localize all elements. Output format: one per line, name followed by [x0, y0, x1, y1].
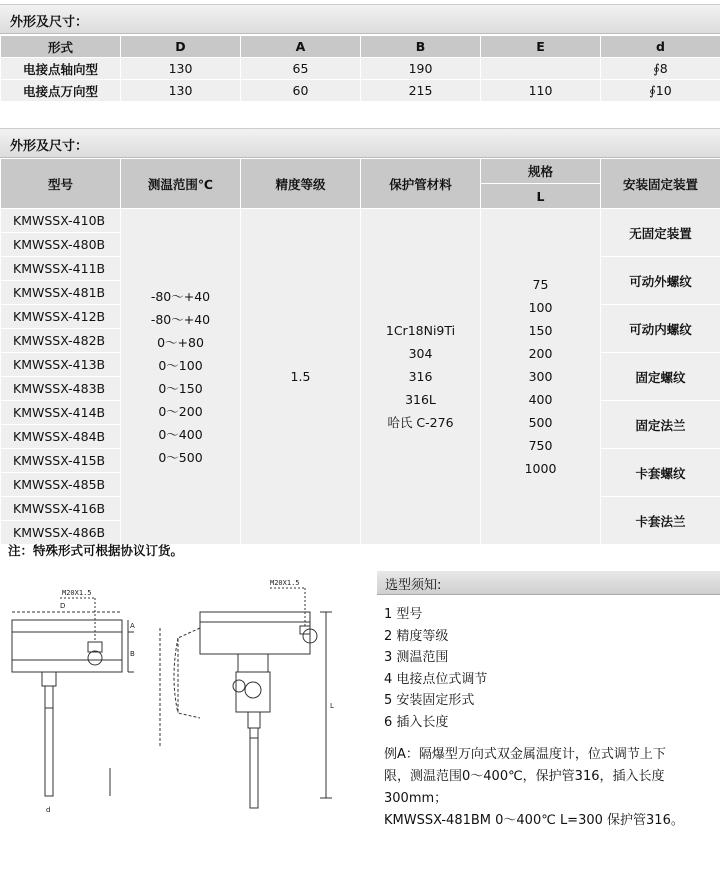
material-value: 1Cr18Ni9Ti — [385, 323, 456, 338]
universal-joint-upper — [238, 654, 268, 672]
table-cell — [481, 58, 601, 80]
dim-label-b: B — [130, 650, 135, 658]
model-cell: KMWSSX-411B — [1, 257, 121, 281]
header-cell: d — [601, 36, 720, 58]
table-row — [1, 58, 720, 80]
header-mount: 安装固定装置 — [601, 159, 720, 209]
length-value: 150 — [528, 323, 553, 338]
model-cell: KMWSSX-484B — [1, 425, 121, 449]
mount-cell: 卡套螺纹 — [601, 449, 720, 497]
section-header-dimensions-1 — [0, 4, 720, 34]
table-row — [1, 209, 720, 233]
model-cell: KMWSSX-480B — [1, 233, 121, 257]
guide-item: 1 型号 — [384, 607, 423, 622]
example-line: 300mm； — [384, 791, 448, 806]
range-value: 0～200 — [158, 403, 203, 419]
range-cell — [121, 209, 241, 545]
length-cell — [481, 209, 601, 545]
mount-cell: 无固定装置 — [601, 209, 720, 257]
range-value: -80～+40 — [150, 288, 211, 304]
material-value: 316L — [405, 392, 436, 407]
range-value: 0～150 — [158, 380, 203, 396]
section-header-dimensions-2 — [0, 128, 720, 158]
range-value: 0～500 — [158, 449, 203, 465]
table-cell: 电接点轴向型 — [1, 58, 121, 80]
table-cell: 130 — [121, 80, 241, 102]
range-value: 0～100 — [158, 357, 203, 373]
dim-label-l: L — [330, 702, 334, 710]
table-cell: 60 — [241, 80, 361, 102]
model-cell: KMWSSX-482B — [1, 329, 121, 353]
mount-cell: 固定螺纹 — [601, 353, 720, 401]
range-value: 0～400 — [158, 426, 203, 442]
model-cell: KMWSSX-412B — [1, 305, 121, 329]
header-cell: 形式 — [1, 36, 121, 58]
mount-cell: 固定法兰 — [601, 401, 720, 449]
table-cell: 190 — [361, 58, 481, 80]
thread-label-left: M20X1.5 — [62, 589, 92, 597]
example-line: 限，测温范围0～400℃，保护管316，插入长度 — [384, 769, 665, 784]
length-value: 300 — [528, 369, 553, 384]
dim-label-d: D — [60, 602, 66, 610]
header-spec: 规格 — [481, 159, 601, 184]
axial-gauge-connector — [88, 651, 102, 665]
header-cell: A — [241, 36, 361, 58]
dimension-drawing — [0, 568, 366, 868]
model-cell: KMWSSX-414B — [1, 401, 121, 425]
model-cell: KMWSSX-415B — [1, 449, 121, 473]
length-value: 75 — [532, 277, 549, 292]
length-value: 400 — [528, 392, 553, 407]
range-value: 0～+80 — [157, 334, 204, 350]
model-spec-table — [0, 158, 720, 545]
dimension-drawing-svg — [0, 568, 366, 868]
guide-item: 4 电接点位式调节 — [384, 671, 488, 687]
length-value: 1000 — [524, 461, 557, 476]
header-cell: B — [361, 36, 481, 58]
guide-item: 6 插入长度 — [384, 714, 449, 730]
selection-guide-list — [384, 604, 487, 733]
model-cell: KMWSSX-410B — [1, 209, 121, 233]
model-cell: KMWSSX-413B — [1, 353, 121, 377]
model-cell: KMWSSX-486B — [1, 521, 121, 545]
selection-example — [384, 744, 717, 832]
section-title: 外形及尺寸： — [10, 15, 89, 30]
table-cell: 电接点万向型 — [1, 80, 121, 102]
length-value: 200 — [528, 346, 553, 361]
table-cell: 130 — [121, 58, 241, 80]
section-title: 外形及尺寸： — [10, 139, 89, 154]
mount-cell: 可动外螺纹 — [601, 257, 720, 305]
table-cell: ∮10 — [601, 80, 720, 102]
header-range: 测温范围℃ — [121, 159, 241, 209]
guide-item: 2 精度等级 — [384, 628, 449, 644]
order-note: 注：特殊形式可根据协议订货。 — [8, 543, 184, 558]
thread-label-right: M20X1.5 — [270, 579, 300, 587]
guide-item: 5 安装固定形式 — [384, 693, 475, 708]
guide-item: 3 测温范围 — [384, 650, 449, 665]
model-cell: KMWSSX-481B — [1, 281, 121, 305]
table-header-row — [1, 36, 720, 58]
selection-guide-header — [377, 571, 720, 595]
length-value: 100 — [528, 300, 553, 315]
table-row — [1, 80, 720, 102]
material-value: 哈氏 C-276 — [387, 415, 454, 430]
length-value: 500 — [528, 415, 553, 430]
axial-probe-stem — [45, 686, 53, 796]
example-line: KMWSSX-481BM 0～400℃ L=300 保护管316。 — [384, 813, 684, 828]
model-cell: KMWSSX-485B — [1, 473, 121, 497]
range-value: -80～+40 — [150, 311, 211, 327]
model-cell: KMWSSX-483B — [1, 377, 121, 401]
accuracy-cell: 1.5 — [241, 209, 361, 545]
table-header-row — [1, 159, 720, 184]
table-cell: 110 — [481, 80, 601, 102]
header-material: 保护管材料 — [361, 159, 481, 209]
dim-label-a: A — [130, 622, 135, 630]
header-cell: D — [121, 36, 241, 58]
material-value: 316 — [408, 369, 433, 384]
material-cell — [361, 209, 481, 545]
mount-cell: 卡套法兰 — [601, 497, 720, 545]
axial-gauge-case — [12, 620, 122, 672]
example-line: 例A：隔爆型万向式双金属温度计，位式调节上下 — [384, 747, 666, 762]
table-cell: ∮8 — [601, 58, 720, 80]
length-value: 750 — [528, 438, 553, 453]
material-value: 304 — [408, 346, 433, 361]
header-cell: E — [481, 36, 601, 58]
selection-guide-title: 选型须知: — [385, 578, 442, 593]
model-cell: KMWSSX-416B — [1, 497, 121, 521]
table-cell: 215 — [361, 80, 481, 102]
universal-probe-stem — [250, 728, 258, 808]
header-spec-sub: L — [481, 184, 601, 209]
table-cell: 65 — [241, 58, 361, 80]
header-model: 型号 — [1, 159, 121, 209]
universal-gauge-case — [200, 612, 310, 654]
dimensions-table — [0, 35, 720, 102]
header-accuracy: 精度等级 — [241, 159, 361, 209]
mount-cell: 可动内螺纹 — [601, 305, 720, 353]
dim-label-d-small: d — [46, 806, 51, 814]
